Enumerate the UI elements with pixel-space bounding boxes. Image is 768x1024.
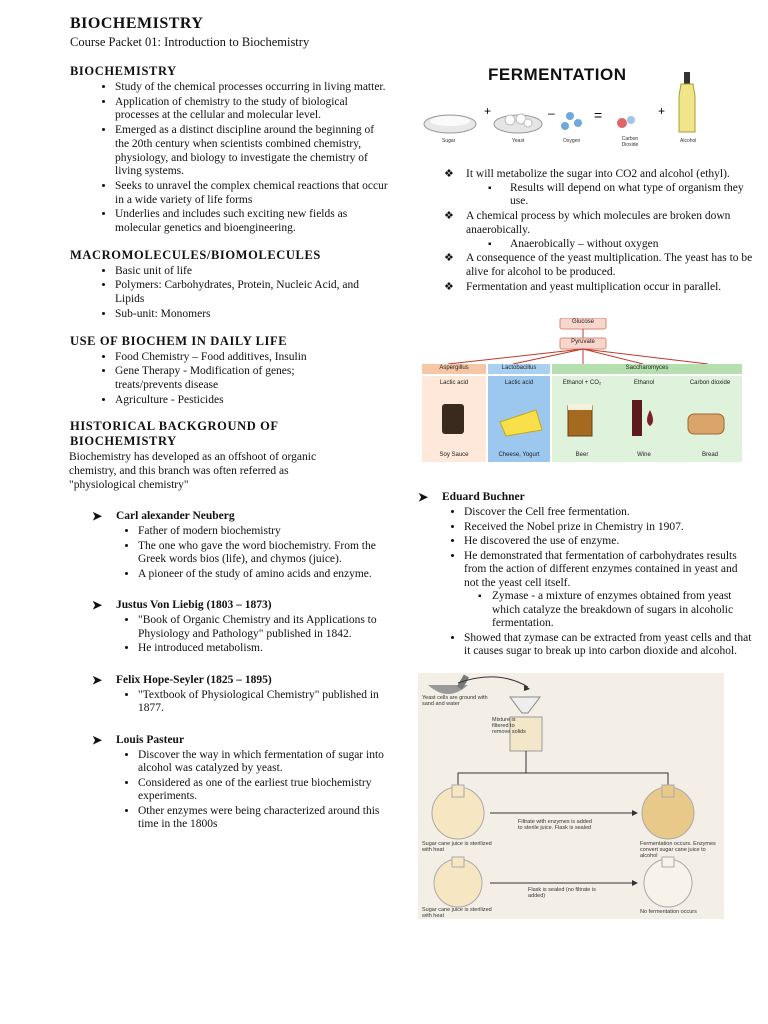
arrow-bullet-icon: ➤ bbox=[418, 490, 429, 505]
experiment-label: Flask is sealed (no filtrate is added) bbox=[528, 886, 596, 899]
list-item: ▪ Results will depend on what type of organism they use. bbox=[488, 182, 754, 209]
bullet-list bbox=[70, 525, 390, 581]
diamond-bullet-icon: ❖ bbox=[444, 210, 454, 223]
food-label: Wine bbox=[637, 452, 651, 459]
bullet-list bbox=[70, 749, 390, 832]
person-name: Justus Von Liebig (1803 – 1873) bbox=[116, 599, 272, 612]
list-item: • Other enzymes were being characterized around this time in the 1800s bbox=[138, 805, 390, 832]
person-name: Louis Pasteur bbox=[116, 733, 185, 746]
list-item: ▪ Anaerobically – without oxygen bbox=[488, 238, 754, 252]
organism-label: Saccharomyces bbox=[625, 365, 669, 372]
fermentation-label: Yeast bbox=[512, 138, 525, 144]
svg-text:+: + bbox=[658, 104, 666, 118]
experiment-label: Sugar cane juice is sterilized with heat bbox=[422, 840, 492, 853]
list-item: • Emerged as a distinct discipline around the beginning of the 20th century when scientists combined chemistry, physiology, and biology to investigate the chemistry of living systems. bbox=[115, 124, 390, 179]
bullet-list bbox=[70, 614, 390, 656]
product-label: Lactic acid bbox=[439, 380, 469, 387]
fermentation-list bbox=[418, 168, 754, 294]
experiment-label: No fermentation occurs bbox=[640, 908, 697, 915]
fermentation-pathway-diagram bbox=[418, 318, 754, 468]
experiment-label: Filtrate with enzymes is added to sterile juice. Flask is sealed bbox=[518, 818, 592, 831]
list-item: ❖ Fermentation and yeast multiplication occur in parallel. bbox=[444, 280, 722, 293]
list-item: • "Book of Organic Chemistry and its Applications to Physiology and Pathology" published in 1842. bbox=[138, 614, 390, 641]
arrow-bullet-icon: ➤ bbox=[92, 509, 103, 524]
experiment-label: Sugar cane juice is sterilized with heat bbox=[422, 906, 492, 919]
section-daily-life bbox=[70, 334, 390, 408]
list-item: • He demonstrated that fermentation of carbohydrates results from the action of different enzymes contained in yeast and not the yeast cell itself. ▪ Zymase - a mixture of enzymes obtained from yeast which catalyze the breakdown of sugars in alcoholic fermentation. bbox=[464, 550, 754, 631]
list-item: • Study of the chemical processes occurring in living matter. bbox=[115, 81, 390, 95]
fermentation-label: Oxygen bbox=[563, 138, 581, 144]
diamond-bullet-icon: ❖ bbox=[444, 252, 454, 265]
svg-text:=: = bbox=[594, 107, 603, 123]
svg-text:+: + bbox=[484, 104, 492, 118]
bullet-list bbox=[70, 265, 390, 322]
list-item: • Sub-unit: Monomers bbox=[115, 308, 390, 322]
section-macromolecules bbox=[70, 248, 390, 322]
diamond-bullet-icon: ❖ bbox=[444, 280, 454, 293]
pathway-glucose-label: Glucose bbox=[571, 319, 594, 326]
person-name: Eduard Buchner bbox=[442, 491, 525, 504]
list-item: • The one who gave the word biochemistry. From the Greek words bios (life), and chymos (juice). bbox=[138, 540, 390, 567]
section-biochemistry bbox=[70, 64, 390, 236]
product-label: Carbon dioxide bbox=[689, 380, 731, 387]
list-item: • Discover the way in which fermentation of sugar into alcohol was catalyzed by yeast. bbox=[138, 749, 390, 776]
experiment-label: Mixture is filtered to remove solids bbox=[492, 716, 526, 735]
list-item: ❖ It will metabolize the sugar into CO2 and alcohol (ethyl). ▪ Results will depend on what type of organism they use. bbox=[418, 168, 754, 209]
svg-text:–: – bbox=[548, 106, 555, 120]
section-heading: MACROMOLECULES/BIOMOLECULES bbox=[70, 247, 321, 262]
list-item: • Underlies and includes such exciting new fields as molecular genetics and bioengineering. bbox=[115, 208, 390, 235]
right-column bbox=[418, 60, 754, 919]
list-item: • He introduced metabolism. bbox=[138, 642, 390, 656]
diamond-bullet-icon: ❖ bbox=[444, 168, 454, 180]
person-hope-seyler bbox=[70, 673, 390, 716]
list-item: • "Textbook of Physiological Chemistry" published in 1877. bbox=[138, 689, 390, 716]
fermentation-image-title: FERMENTATION bbox=[488, 65, 627, 84]
person-liebig bbox=[70, 598, 390, 656]
food-label: Beer bbox=[575, 452, 589, 459]
organism-label: Lactobacillus bbox=[501, 365, 537, 372]
list-item: • Seeks to unravel the complex chemical reactions that occur in a wide variety of life forms bbox=[115, 180, 390, 207]
product-label: Lactic acid bbox=[504, 380, 534, 387]
product-label: Ethanol + CO₂ bbox=[562, 380, 602, 387]
list-item: • Discover the Cell free fermentation. bbox=[464, 506, 754, 520]
pathway-pyruvate-label: Pyruvate bbox=[571, 339, 595, 346]
list-item: • Agriculture - Pesticides bbox=[115, 394, 330, 408]
list-item: • Gene Therapy - Modification of genes; treats/prevents disease bbox=[115, 365, 330, 392]
arrow-bullet-icon: ➤ bbox=[92, 598, 103, 613]
list-item: • Received the Nobel prize in Chemistry in 1907. bbox=[464, 521, 754, 535]
list-item: • A pioneer of the study of amino acids and enzyme. bbox=[138, 568, 390, 582]
list-item: • Basic unit of life bbox=[115, 265, 390, 279]
list-item: • Considered as one of the earliest true biochemistry experiments. bbox=[138, 777, 390, 804]
section-heading: BIOCHEMISTRY bbox=[70, 64, 177, 78]
person-neuberg bbox=[70, 509, 390, 581]
document-title: BIOCHEMISTRY bbox=[70, 15, 204, 32]
list-item: • Food Chemistry – Food additives, Insulin bbox=[115, 351, 330, 365]
section-history bbox=[70, 419, 390, 492]
bullet-list bbox=[418, 506, 754, 659]
person-name: Carl alexander Neuberg bbox=[116, 510, 235, 523]
fermentation-label: Sugar bbox=[442, 138, 456, 144]
experiment-label: Yeast cells are ground with sand and water bbox=[422, 694, 488, 707]
fermentation-image bbox=[418, 60, 754, 150]
person-pasteur bbox=[70, 733, 390, 832]
section-heading: USE OF BIOCHEM IN DAILY LIFE bbox=[70, 333, 288, 348]
list-item: ▪ Zymase - a mixture of enzymes obtained from yeast which catalyze the breakdown of sugars in alcoholic fermentation. bbox=[478, 590, 754, 631]
organism-label: Aspergillus bbox=[439, 365, 469, 372]
list-item: • Application of chemistry to the study of biological processes at the cellular and molecular level. bbox=[115, 96, 390, 123]
food-label: Bread bbox=[701, 452, 718, 459]
list-item: • Father of modern biochemistry bbox=[138, 525, 390, 539]
list-item: ❖ A consequence of the yeast multiplication. The yeast has to be alive for alcohol to be produced. bbox=[444, 252, 753, 278]
bullet-list bbox=[70, 351, 390, 408]
bullet-list bbox=[70, 689, 390, 716]
food-label: Soy Sauce bbox=[439, 452, 469, 459]
bullet-list bbox=[70, 81, 390, 236]
person-buchner bbox=[418, 490, 754, 659]
experiment-shapes bbox=[418, 673, 724, 919]
fermentation-label: Carbon Dioxide bbox=[621, 136, 639, 148]
experiment-label: Fermentation occurs. Enzymes convert sugar cane juice to alcohol bbox=[640, 840, 716, 859]
food-label: Cheese, Yogurt bbox=[498, 452, 540, 459]
person-name: Felix Hope-Seyler (1825 – 1895) bbox=[116, 673, 272, 686]
section-heading: HISTORICAL BACKGROUND OF BIOCHEMISTRY bbox=[70, 419, 279, 449]
left-column bbox=[70, 14, 390, 833]
product-label: Ethanol bbox=[633, 380, 655, 387]
list-item: • Showed that zymase can be extracted from yeast cells and that it causes sugar to break up into carbon dioxide and alcohol. bbox=[464, 632, 754, 659]
history-paragraph: Biochemistry has developed as an offshoot of organic chemistry, and this branch was often referred as "physiological chemistry" bbox=[69, 451, 317, 492]
cell-free-fermentation-diagram bbox=[418, 673, 724, 919]
document-subtitle: Course Packet 01: Introduction to Biochemistry bbox=[70, 35, 310, 49]
arrow-bullet-icon: ➤ bbox=[92, 732, 103, 747]
list-item: ❖ A chemical process by which molecules are broken down anaerobically. ▪ Anaerobically – without oxygen bbox=[418, 210, 754, 251]
list-item: • He discovered the use of enzyme. bbox=[464, 535, 754, 549]
fermentation-equation-illustration bbox=[418, 60, 754, 150]
list-item: • Polymers: Carbohydrates, Protein, Nucleic Acid, and Lipids bbox=[115, 279, 390, 306]
arrow-bullet-icon: ➤ bbox=[92, 672, 103, 687]
fermentation-label: Alcohol bbox=[680, 138, 697, 144]
